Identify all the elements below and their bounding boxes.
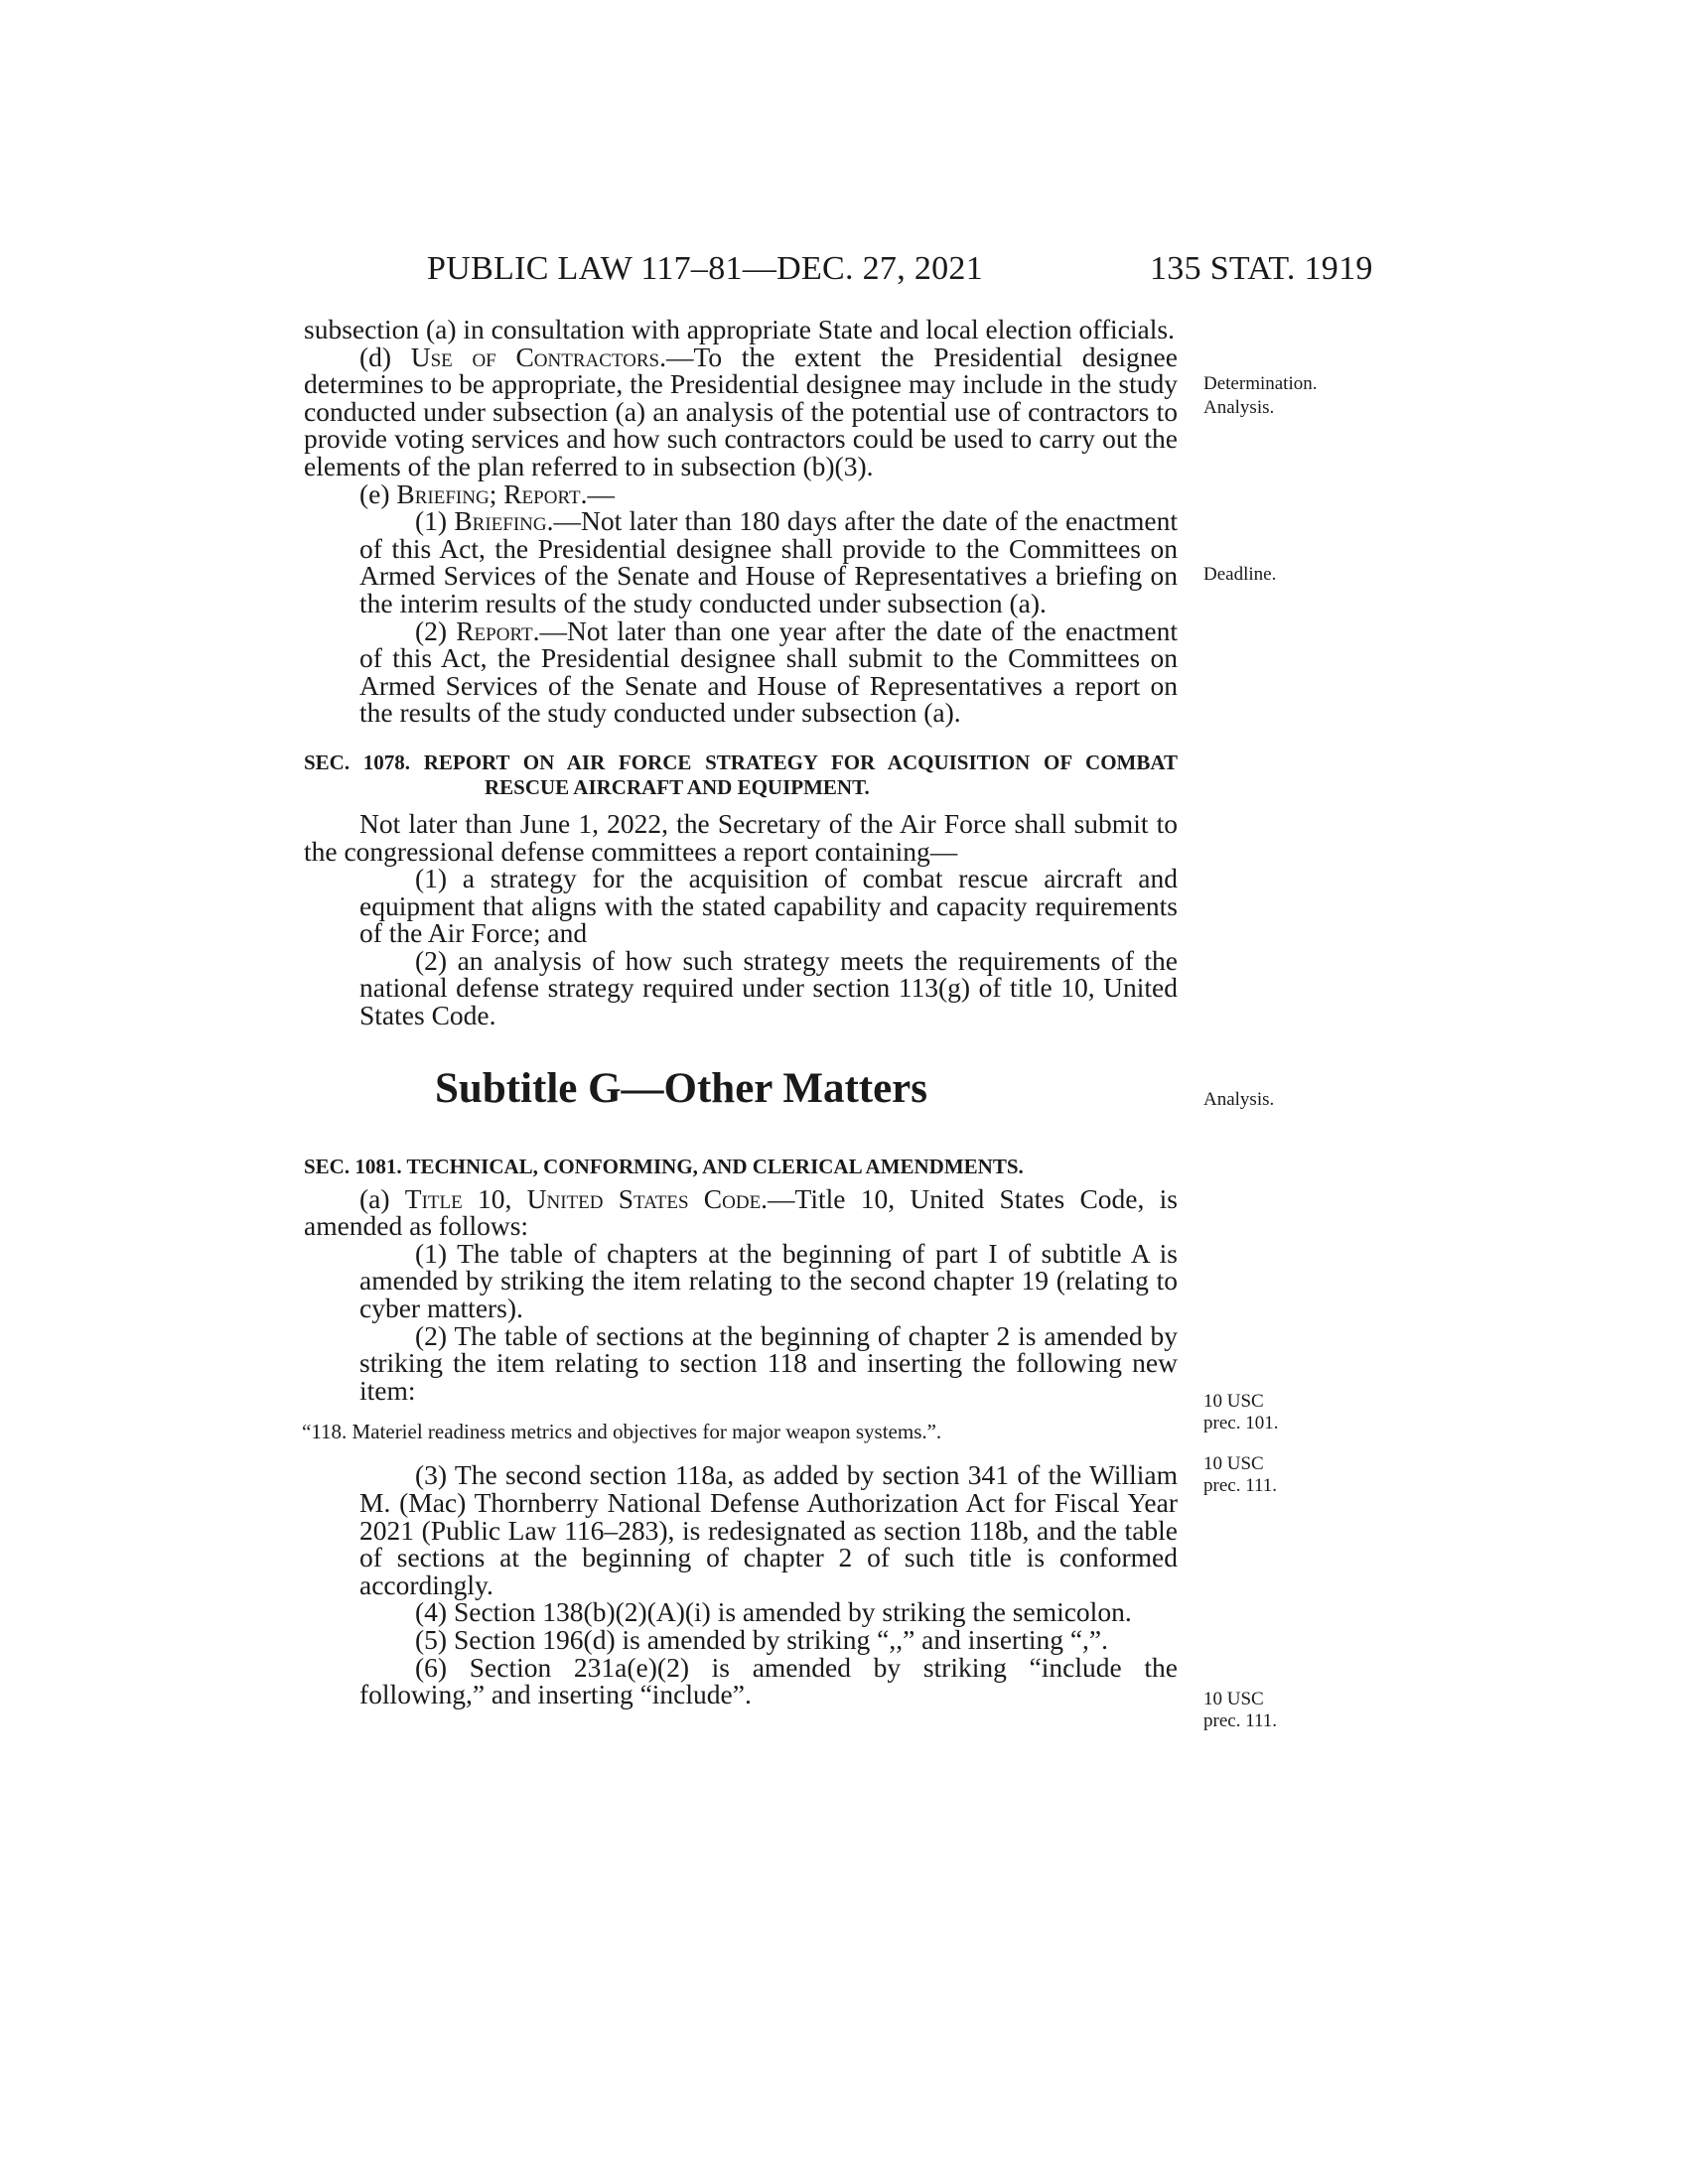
- paragraph-d-label: (d): [359, 341, 411, 372]
- paragraph-e1-heading: Briefing: [454, 505, 547, 537]
- paragraph-e1-text: .—Not later than 180 days after the date of the enactment of this Act, the Presidential designee shall provide to the Committees on Armed Services of the Senate and House of Representatives a briefing on the interim results of the study conducted under subsection (a).: [359, 505, 1178, 618]
- section-1078-heading: SEC. 1078. REPORT ON AIR FORCE STRATEGY FOR ACQUISITION OF COMBAT RESCUE AIRCRAFT AND EQUIPMENT.: [304, 750, 1178, 799]
- section-1078-intro: Not later than June 1, 2022, the Secretary of the Air Force shall submit to the congressional defense committees a report containing—: [304, 807, 1178, 867]
- amendment-item-4: (4) Section 138(b)(2)(A)(i) is amended by striking the semicolon.: [415, 1596, 1132, 1628]
- margin-note-usc-2: [1203, 1453, 1277, 1497]
- margin-note-usc-1: [1203, 1391, 1278, 1434]
- paragraph-e1-briefing: [304, 507, 1178, 616]
- body-text: [304, 316, 1178, 1708]
- paragraph-e2-report: [304, 614, 1178, 729]
- section-1078-item-2: (2) an analysis of how such strategy meets the requirements of the national defense strategy required under section 113(g) of title 10, United States Code.: [359, 944, 1178, 1031]
- amendment-item-3: (3) The second section 118a, as added by section 341 of the William M. (Mac) Thornberry National Defense Authorization Act for Fiscal Year 2021 (Public Law 116–283), is redesignated as section 118b, and the table of sections at the beginning of chapter 2 of such title is conformed accordingly.: [359, 1459, 1178, 1600]
- paragraph-e2-heading: Report: [456, 614, 533, 646]
- margin-note-usc-1-line1: 10 USC: [1203, 1391, 1264, 1412]
- paragraph-a-heading: Title 10, United States Code: [404, 1182, 762, 1214]
- margin-note-usc-3-line2: prec. 111.: [1203, 1710, 1278, 1731]
- paragraph-d-text: .—To the extent the Presidential designee determines to be appropriate, the Presidential designee may include in the study conducted under subsection (a) an analysis of the potential use of contractors to provide voting services and how such contractors could be used to carry out the elements of the plan referred to in subsection (b)(3).: [304, 341, 1178, 481]
- amendment-item-2: (2) The table of sections at the beginning of chapter 2 is amended by striking the item relating to section 118 and inserting the following new item:: [359, 1319, 1178, 1406]
- paragraph-d-use-of-contractors: [304, 343, 1178, 480]
- margin-note-usc-2-line1: 10 USC: [1203, 1453, 1264, 1474]
- amendment-item-1: (1) The table of chapters at the beginning of part I of subtitle A is amended by striking the item relating to the second chapter 19 (relating to cyber matters).: [359, 1237, 1178, 1324]
- table-of-sections-item: “118. Materiel readiness metrics and objectives for major weapon systems.”.: [302, 1420, 942, 1444]
- paragraph-e-text: .—: [580, 478, 615, 509]
- paragraph-a-label: (a): [359, 1182, 405, 1214]
- margin-note-deadline: Deadline.: [1203, 564, 1277, 585]
- paragraph-e1-label: (1): [415, 505, 455, 537]
- margin-note-analysis: Analysis.: [1203, 397, 1275, 418]
- section-1081-heading: SEC. 1081. TECHNICAL, CONFORMING, AND CLERICAL AMENDMENTS.: [304, 1154, 1024, 1178]
- paragraph-a-text: .—Title 10, United States Code, is amended as follows:: [304, 1182, 1178, 1242]
- amendment-item-5: (5) Section 196(d) is amended by striking “,,” and inserting “,”.: [415, 1623, 1109, 1655]
- section-1078-item-1: (1) a strategy for the acquisition of combat rescue aircraft and equipment that aligns with the stated capability and capacity requirements of the Air Force; and: [359, 863, 1178, 949]
- paragraph-e-label: (e): [359, 478, 397, 509]
- margin-note-usc-1-line2: prec. 101.: [1203, 1413, 1279, 1433]
- paragraph-e-heading: Briefing; Report: [396, 478, 581, 509]
- subtitle-heading: Subtitle G—Other Matters: [434, 1064, 927, 1112]
- paragraph-c-continuation: subsection (a) in consultation with appropriate State and local election officials.: [304, 314, 1175, 344]
- paragraph-d-heading: Use of Contractors: [410, 341, 660, 372]
- margin-note-usc-2-line2: prec. 111.: [1203, 1475, 1278, 1496]
- margin-note-analysis-2: Analysis.: [1203, 1089, 1275, 1110]
- amendment-item-6: (6) Section 231a(e)(2) is amended by striking “include the following,” and inserting “include”.: [359, 1651, 1178, 1710]
- margin-note-determination: Determination.: [1203, 373, 1318, 394]
- margin-note-usc-3-line1: 10 USC: [1203, 1689, 1264, 1709]
- margin-note-usc-3: [1203, 1689, 1277, 1732]
- paragraph-e2-label: (2): [415, 614, 457, 646]
- paragraph-a-title-10: [304, 1182, 1178, 1242]
- running-header-law: PUBLIC LAW 117–81—DEC. 27, 2021: [427, 250, 984, 287]
- paragraph-e2-text: .—Not later than one year after the date of the enactment of this Act, the Presidential designee shall submit to the Committees on Armed Services of the Senate and House of Representatives a report on the results of the study conducted under subsection (a).: [359, 614, 1178, 729]
- paragraph-e-briefing-report: [304, 480, 1178, 508]
- running-header-stat-page: 135 STAT. 1919: [1150, 250, 1373, 287]
